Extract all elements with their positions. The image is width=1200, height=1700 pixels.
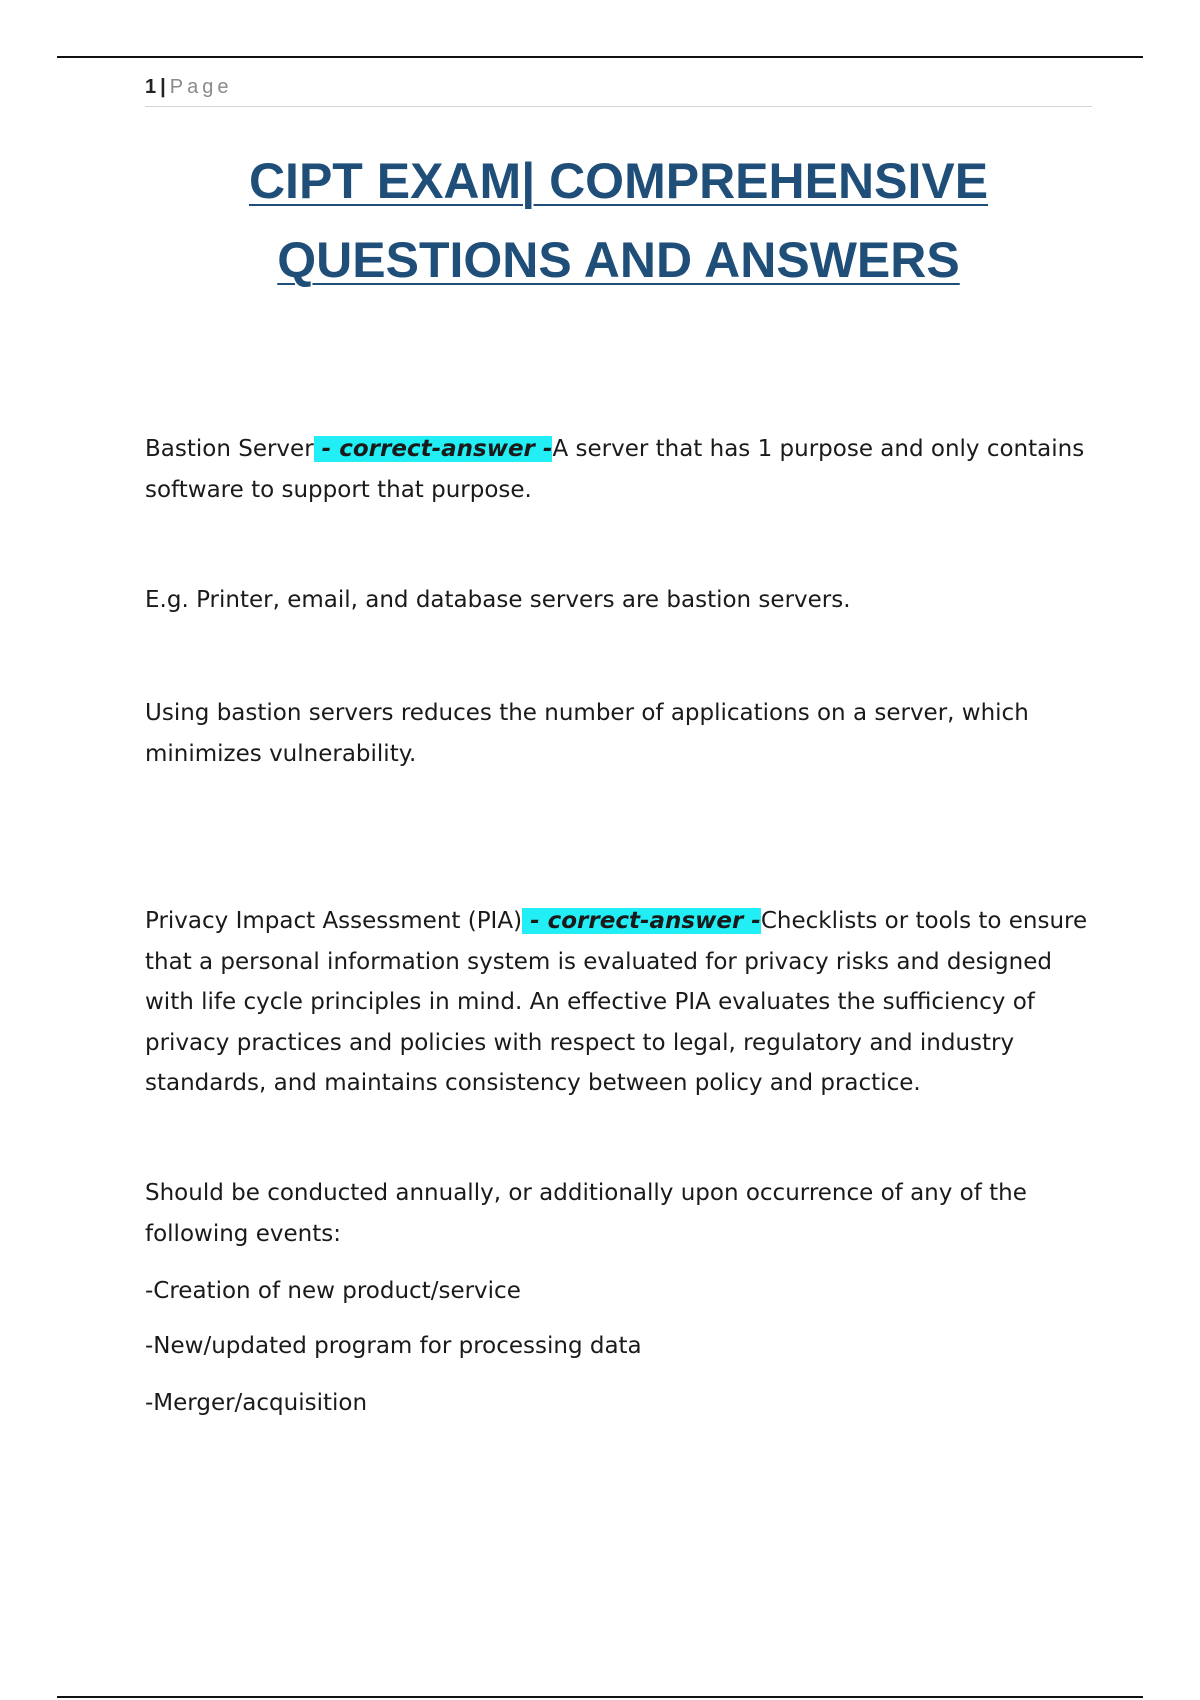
- correct-answer-marker: - correct-answer -: [313, 436, 553, 462]
- paragraph: Should be conducted annually, or additionally upon occurrence of any of the following events:: [145, 1180, 1027, 1247]
- qa-answer: A server that has 1 purpose and only contains software to support that purpose.: [145, 436, 1085, 503]
- qa-term: Privacy Impact Assessment (PIA): [145, 908, 523, 934]
- page-separator: |: [160, 76, 166, 98]
- correct-answer-marker: - correct-answer -: [522, 908, 761, 934]
- paragraph: Using bastion servers reduces the number of applications on a server, which minimizes vulnerability.: [145, 700, 1029, 767]
- page-top-rule: [57, 56, 1143, 58]
- document-title: [145, 142, 1092, 300]
- list-item: -New/updated program for processing data: [145, 1333, 642, 1359]
- qa-entry-pia: [145, 901, 1105, 1104]
- qa-term: Bastion Server: [145, 436, 314, 462]
- page-bottom-rule: [57, 1696, 1143, 1698]
- list-item: -Creation of new product/service: [145, 1278, 521, 1304]
- title-line-2: QUESTIONS AND ANSWERS: [277, 232, 960, 288]
- qa-answer: Checklists or tools to ensure that a personal information system is evaluated for privacy risks and designed with life cycle principles in mind. An effective PIA evaluates the sufficiency of privacy practices and policies with respect to legal, regulatory and industry standards, and maintains consistency between policy and practice.: [145, 908, 1088, 1096]
- paragraph: E.g. Printer, email, and database servers are bastion servers.: [145, 587, 851, 613]
- page-label: Page: [169, 76, 233, 98]
- page-header: [145, 74, 1092, 107]
- title-line-1: CIPT EXAM| COMPREHENSIVE: [248, 153, 989, 209]
- qa-entry-bastion-server: [145, 429, 1105, 510]
- page-number: 1: [145, 76, 157, 98]
- list-item: -Merger/acquisition: [145, 1390, 368, 1416]
